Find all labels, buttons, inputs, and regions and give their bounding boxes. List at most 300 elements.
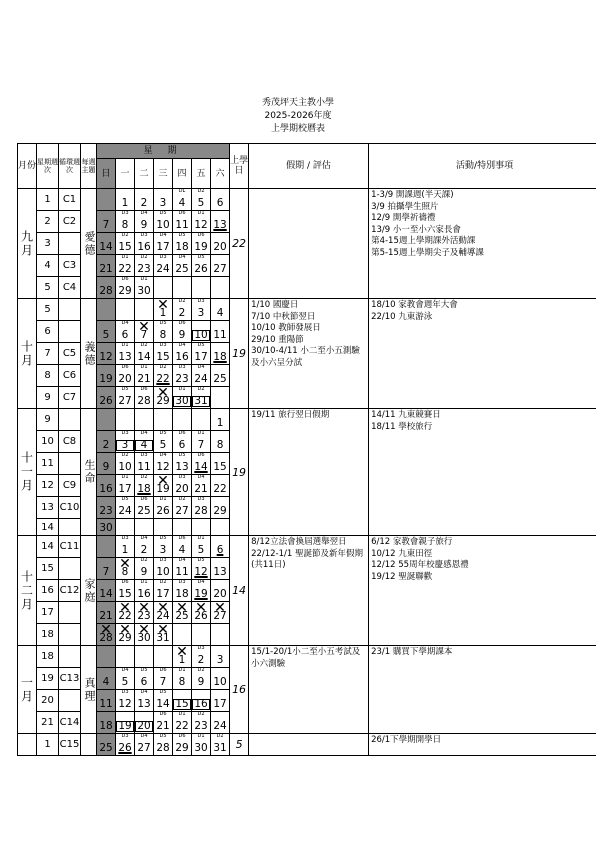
day-cycle-tag: D6 — [121, 579, 129, 585]
calendar-day — [211, 519, 230, 536]
day-number: 27 — [213, 610, 227, 622]
calendar-day — [116, 668, 135, 690]
day-number: 22 — [118, 610, 132, 622]
calendar-day — [154, 189, 173, 211]
calendar-day — [173, 519, 192, 536]
calendar-day — [97, 497, 116, 519]
calendar-day — [154, 299, 173, 321]
day-number: 13 — [213, 219, 227, 231]
calendar-day — [173, 321, 192, 343]
calendar-day — [173, 602, 192, 624]
cycle-number: C11 — [59, 536, 81, 558]
calendar-day — [173, 668, 192, 690]
day-cycle-tag: D3 — [121, 210, 129, 216]
day-number: 22 — [175, 720, 189, 732]
calendar-day — [116, 255, 135, 277]
day-number: 20 — [135, 721, 153, 732]
calendar-day — [116, 343, 135, 365]
day-number: 6 — [121, 329, 129, 341]
calendar-day — [154, 519, 173, 536]
cycle-number: C10 — [59, 497, 81, 519]
school-days-count: 22 — [230, 189, 249, 299]
week-theme — [81, 409, 97, 536]
weekday-wed: 三 — [154, 159, 173, 189]
day-number: 7 — [159, 676, 167, 688]
theme-label: 生命 — [83, 459, 96, 485]
day-number: 4 — [102, 676, 110, 688]
day-number: 24 — [156, 610, 170, 622]
header-holidays: 假期 / 評估 — [249, 144, 369, 189]
day-number: 17 — [118, 483, 132, 495]
calendar-day — [173, 299, 192, 321]
calendar-day — [135, 409, 154, 431]
calendar-day — [173, 558, 192, 580]
calendar-day — [192, 189, 211, 211]
calendar-day — [97, 233, 116, 255]
calendar-day — [135, 624, 154, 646]
day-number: 11 — [137, 461, 151, 473]
calendar-day — [135, 387, 154, 409]
weekday-tue: 二 — [135, 159, 154, 189]
school-days-count: 14 — [230, 536, 249, 646]
calendar-day — [154, 387, 173, 409]
day-number: 24 — [156, 263, 170, 275]
day-number: 14 — [99, 241, 113, 253]
day-number: 1 — [121, 544, 129, 556]
calendar-day — [154, 602, 173, 624]
day-number: 30 — [173, 396, 191, 407]
calendar-day — [97, 536, 116, 558]
day-number: 9 — [197, 676, 205, 688]
day-cycle-tag: D1 — [159, 496, 167, 502]
calendar-day — [192, 409, 211, 431]
cycle-number — [59, 321, 81, 343]
day-number: 20 — [175, 483, 189, 495]
week-theme — [81, 734, 97, 756]
calendar-day — [154, 233, 173, 255]
calendar-day — [192, 497, 211, 519]
day-number: 15 — [173, 699, 191, 710]
activities-notes: 26/1下學期開學日 — [369, 734, 596, 756]
calendar-day — [154, 624, 173, 646]
day-number: 29 — [213, 505, 227, 517]
day-number: 20 — [213, 588, 227, 600]
calendar-day — [135, 255, 154, 277]
day-number: 6 — [140, 676, 148, 688]
day-number: 21 — [156, 720, 170, 732]
day-number: 23 — [175, 373, 189, 385]
calendar-day — [154, 277, 173, 299]
holidays-notes: 8/12立法會換屆選舉翌日 22/12-1/1 聖誕節及新年假期(共11日) — [249, 536, 369, 646]
day-number: 21 — [99, 610, 113, 622]
day-number: 27 — [213, 263, 227, 275]
calendar-day — [211, 343, 230, 365]
calendar-day — [135, 690, 154, 712]
weekday-thu: 四 — [173, 159, 192, 189]
week-number: 5 — [37, 299, 59, 321]
calendar-day — [97, 580, 116, 602]
month-name — [18, 646, 37, 734]
day-cycle-tag: D6 — [140, 496, 148, 502]
calendar-day — [173, 624, 192, 646]
day-number: 15 — [213, 461, 227, 473]
calendar-day — [116, 558, 135, 580]
day-number: 19 — [116, 721, 134, 732]
day-number: 18 — [213, 351, 227, 363]
week-theme — [81, 299, 97, 409]
calendar-day — [192, 365, 211, 387]
calendar-day — [97, 690, 116, 712]
week-row — [18, 299, 596, 321]
calendar-day — [97, 321, 116, 343]
header-theme: 每週主題 — [81, 144, 97, 189]
day-cycle-tag: D4 — [197, 579, 205, 585]
calendar-day — [135, 734, 154, 756]
day-cycle-tag: D2 — [178, 496, 186, 502]
calendar-day — [173, 580, 192, 602]
day-cycle-tag: D4 — [140, 535, 148, 541]
week-number: 14 — [37, 519, 59, 536]
calendar-day — [135, 668, 154, 690]
day-cycle-tag: D4 — [197, 364, 205, 370]
day-cycle-tag: D1 — [197, 210, 205, 216]
calendar-day — [116, 624, 135, 646]
calendar-day — [135, 365, 154, 387]
day-cycle-tag: D6 — [178, 733, 186, 739]
day-number: 17 — [156, 241, 170, 253]
calendar-day — [192, 211, 211, 233]
calendar-day — [154, 712, 173, 734]
calendar-day — [211, 189, 230, 211]
calendar-day — [154, 343, 173, 365]
day-number: 26 — [99, 395, 113, 407]
day-cycle-tag: D6 — [178, 210, 186, 216]
calendar-day — [192, 431, 211, 453]
month-label: 十二月 — [19, 569, 34, 612]
calendar-day — [173, 453, 192, 475]
day-number: 8 — [121, 566, 129, 578]
day-number: 1 — [216, 417, 224, 429]
calendar-day — [154, 409, 173, 431]
day-number: 14 — [137, 351, 151, 363]
calendar-day — [211, 536, 230, 558]
header-school-days: 上學日 — [230, 144, 249, 189]
holidays-notes: 19/11 旅行翌日假期 — [249, 409, 369, 536]
day-number: 5 — [197, 197, 205, 209]
calendar-day — [116, 189, 135, 211]
calendar-day — [154, 211, 173, 233]
day-number: 29 — [118, 632, 132, 644]
day-cycle-tag: D4 — [178, 557, 186, 563]
calendar-day — [116, 387, 135, 409]
day-cycle-tag: D4 — [140, 689, 148, 695]
calendar-day — [116, 475, 135, 497]
cycle-number: C6 — [59, 365, 81, 387]
day-number: 30 — [99, 522, 113, 534]
month-label: 十月 — [19, 339, 34, 368]
day-number: 12 — [118, 698, 132, 710]
day-number: 11 — [175, 566, 189, 578]
day-number: 20 — [213, 241, 227, 253]
day-cycle-tag: D1 — [197, 535, 205, 541]
day-cycle-tag: D5 — [197, 254, 205, 260]
calendar-day — [192, 536, 211, 558]
day-number: 25 — [213, 373, 227, 385]
month-name — [18, 536, 37, 646]
calendar-day — [135, 233, 154, 255]
header-month: 月份 — [18, 144, 37, 189]
day-cycle-tag: D2 — [159, 364, 167, 370]
holidays-notes — [249, 734, 369, 756]
day-number: 2 — [197, 654, 205, 666]
day-number: 30 — [137, 632, 151, 644]
month-name — [18, 409, 37, 536]
day-number: 5 — [159, 439, 167, 451]
calendar-day — [173, 277, 192, 299]
calendar-day — [173, 497, 192, 519]
calendar-day — [116, 453, 135, 475]
calendar-day — [97, 602, 116, 624]
day-number: 14 — [99, 588, 113, 600]
calendar-day — [116, 497, 135, 519]
day-cycle-tag: D3 — [159, 342, 167, 348]
cycle-number: C13 — [59, 668, 81, 690]
calendar-day — [192, 712, 211, 734]
school-year: 2025-2026年度 — [264, 111, 332, 121]
day-cycle-tag: D5 — [178, 452, 186, 458]
calendar-day — [135, 321, 154, 343]
header-activities: 活動/特別事項 — [369, 144, 596, 189]
school-days-count: 5 — [230, 734, 249, 756]
day-cycle-tag: D1 — [140, 276, 148, 282]
calendar-day — [97, 387, 116, 409]
calendar-day — [211, 299, 230, 321]
weekday-mon: 一 — [116, 159, 135, 189]
calendar-day — [116, 299, 135, 321]
day-cycle-tag: D4 — [178, 254, 186, 260]
day-number: 18 — [137, 483, 151, 495]
day-cycle-tag: D2 — [197, 386, 205, 392]
calendar-day — [135, 277, 154, 299]
calendar-day — [97, 668, 116, 690]
theme-label: 家庭 — [83, 577, 96, 604]
day-number: 24 — [118, 505, 132, 517]
day-cycle-tag: D2 — [178, 298, 186, 304]
calendar-day — [154, 453, 173, 475]
day-number: 2 — [140, 544, 148, 556]
cycle-number: C8 — [59, 431, 81, 453]
day-number: 19 — [99, 373, 113, 385]
calendar-day — [97, 712, 116, 734]
day-cycle-tag: D3 — [178, 579, 186, 585]
day-number: 29 — [175, 742, 189, 754]
calendar-day — [154, 646, 173, 668]
calendar-day — [173, 343, 192, 365]
day-number: 8 — [121, 219, 129, 231]
day-number: 1 — [121, 197, 129, 209]
calendar-day — [97, 431, 116, 453]
week-number: 3 — [37, 233, 59, 255]
calendar-day — [173, 536, 192, 558]
week-row — [18, 189, 596, 211]
calendar-day — [192, 255, 211, 277]
day-number: 28 — [99, 632, 113, 644]
calendar-day — [211, 431, 230, 453]
calendar-day — [192, 453, 211, 475]
day-cycle-tag: D1 — [178, 386, 186, 392]
calendar-day — [211, 255, 230, 277]
day-number: 31 — [192, 396, 210, 407]
day-number: 7 — [102, 219, 110, 231]
day-number: 26 — [194, 610, 208, 622]
cycle-number: C7 — [59, 387, 81, 409]
day-number: 27 — [175, 505, 189, 517]
calendar-day — [116, 690, 135, 712]
day-cycle-tag: D3 — [197, 645, 205, 651]
day-cycle-tag: D4 — [159, 232, 167, 238]
calendar-day — [116, 734, 135, 756]
calendar-day — [135, 343, 154, 365]
day-number: 4 — [178, 544, 186, 556]
calendar-day — [211, 475, 230, 497]
calendar-day — [192, 602, 211, 624]
cycle-number — [59, 519, 81, 536]
theme-label: 真理 — [83, 676, 96, 703]
weekday-sun: 日 — [97, 159, 116, 189]
day-number: 3 — [216, 654, 224, 666]
calendar-day — [116, 712, 135, 734]
day-cycle-tag: D3 — [121, 733, 129, 739]
week-number: 21 — [37, 712, 59, 734]
calendar-day — [116, 536, 135, 558]
day-cycle-tag: D4 — [140, 733, 148, 739]
calendar-day — [211, 690, 230, 712]
cycle-number — [59, 602, 81, 624]
calendar-day — [97, 211, 116, 233]
week-number: 7 — [37, 343, 59, 365]
calendar-day — [173, 734, 192, 756]
day-number: 13 — [175, 461, 189, 473]
calendar-day — [154, 475, 173, 497]
day-number: 10 — [156, 219, 170, 231]
day-number: 23 — [99, 505, 113, 517]
week-number: 11 — [37, 453, 59, 475]
calendar-day — [211, 712, 230, 734]
day-cycle-tag: D1 — [121, 342, 129, 348]
day-number: 16 — [175, 351, 189, 363]
calendar-day — [192, 558, 211, 580]
day-number: 3 — [116, 440, 134, 451]
week-theme — [81, 189, 97, 299]
day-cycle-tag: D1 — [121, 474, 129, 480]
calendar-day — [173, 646, 192, 668]
day-cycle-tag: D3 — [121, 535, 129, 541]
calendar-day — [116, 646, 135, 668]
day-cycle-tag: D6 — [159, 667, 167, 673]
day-cycle-tag: D2 — [121, 452, 129, 458]
activities-notes: 6/12 家教會親子旅行 10/12 九東田徑 12/12 55周年校慶感恩禮 19/12 聖誕聯歡 — [369, 536, 596, 646]
calendar-day — [135, 519, 154, 536]
day-number: 8 — [178, 676, 186, 688]
day-number: 17 — [156, 588, 170, 600]
calendar-day — [192, 343, 211, 365]
day-cycle-tag: D5 — [140, 667, 148, 673]
day-number: 21 — [99, 263, 113, 275]
day-cycle-tag: D3 — [121, 689, 129, 695]
day-number: 15 — [118, 241, 132, 253]
activities-notes: 14/11 九東競賽日 18/11 學校旅行 — [369, 409, 596, 536]
day-number: 2 — [178, 307, 186, 319]
day-number: 24 — [213, 720, 227, 732]
calendar-day — [211, 453, 230, 475]
month-name — [18, 189, 37, 299]
calendar-day — [135, 475, 154, 497]
cycle-number: C1 — [59, 189, 81, 211]
day-cycle-tag: D3 — [178, 474, 186, 480]
calendar-day — [173, 189, 192, 211]
day-number: 12 — [156, 461, 170, 473]
day-number: 27 — [137, 742, 151, 754]
calendar-day — [192, 321, 211, 343]
day-cycle-tag: D4 — [197, 474, 205, 480]
calendar-day — [97, 343, 116, 365]
calendar-day — [154, 365, 173, 387]
calendar-day — [211, 734, 230, 756]
weekday-sat: 六 — [211, 159, 230, 189]
day-cycle-tag: D4 — [121, 320, 129, 326]
calendar-day — [192, 690, 211, 712]
calendar-day — [192, 475, 211, 497]
day-number: 5 — [121, 676, 129, 688]
day-cycle-tag: D2 — [140, 474, 148, 480]
day-cycle-tag: D3 — [140, 452, 148, 458]
day-number: 22 — [156, 373, 170, 385]
day-number: 13 — [213, 566, 227, 578]
day-number: 1 — [178, 654, 186, 666]
calendar-day — [97, 299, 116, 321]
day-number: 19 — [156, 483, 170, 495]
cycle-number: C9 — [59, 475, 81, 497]
day-number: 2 — [102, 439, 110, 451]
day-number: 4 — [178, 197, 186, 209]
calendar-day — [192, 668, 211, 690]
day-number: 17 — [194, 351, 208, 363]
week-row — [18, 409, 596, 431]
calendar-day — [135, 299, 154, 321]
week-number: 14 — [37, 536, 59, 558]
calendar-day — [211, 497, 230, 519]
calendar-day — [116, 211, 135, 233]
day-number: 13 — [137, 698, 151, 710]
day-number: 9 — [102, 461, 110, 473]
calendar-day — [97, 255, 116, 277]
day-cycle-tag: D6 — [121, 276, 129, 282]
day-cycle-tag: D3 — [159, 254, 167, 260]
day-cycle-tag: D3 — [140, 232, 148, 238]
day-number: 14 — [156, 698, 170, 710]
calendar-day — [116, 602, 135, 624]
day-number: 26 — [118, 742, 132, 754]
day-cycle-tag: D5 — [159, 430, 167, 436]
calendar-day — [116, 233, 135, 255]
day-number: 16 — [137, 241, 151, 253]
day-cycle-tag: D6 — [178, 535, 186, 541]
cycle-number — [59, 690, 81, 712]
calendar-day — [135, 558, 154, 580]
activities-notes: 23/1 購買下學期課本 — [369, 646, 596, 734]
school-days-count: 16 — [230, 646, 249, 734]
day-number: 23 — [137, 263, 151, 275]
